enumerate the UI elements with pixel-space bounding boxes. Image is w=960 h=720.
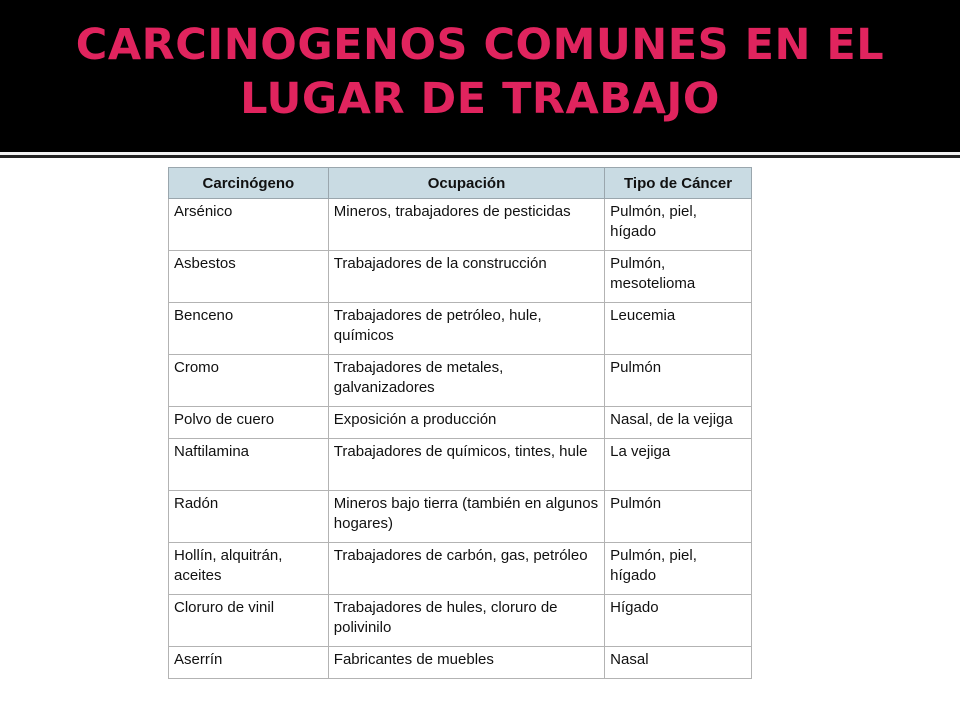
cell-cancer-type: Pulmón [605,491,752,543]
table-header-row [169,168,752,199]
table-row [169,199,752,251]
cell-occupation: Mineros, trabajadores de pesticidas [328,199,604,251]
header-carcinogen: Carcinógeno [169,168,329,199]
carcinogens-table-container [168,167,752,679]
slide-title [0,18,960,126]
cell-carcinogen: Aserrín [169,647,329,679]
cell-carcinogen: Arsénico [169,199,329,251]
cell-cancer-type: Nasal, de la vejiga [605,407,752,439]
cell-occupation: Trabajadores de químicos, tintes, hule [328,439,604,491]
title-bar [0,0,960,152]
cell-carcinogen: Benceno [169,303,329,355]
table-row [169,491,752,543]
cell-carcinogen: Cromo [169,355,329,407]
cell-cancer-type: Pulmón, piel, hígado [605,199,752,251]
cell-cancer-type: Pulmón, piel, hígado [605,543,752,595]
cell-occupation: Trabajadores de petróleo, hule, químicos [328,303,604,355]
cell-occupation: Exposición a producción [328,407,604,439]
slide-title-line-2: LUGAR DE TRABAJO [240,74,720,124]
table-row [169,407,752,439]
cell-occupation: Trabajadores de la construcción [328,251,604,303]
header-cancer-type: Tipo de Cáncer [605,168,752,199]
cell-occupation: Mineros bajo tierra (también en algunos hogares) [328,491,604,543]
cell-occupation: Trabajadores de carbón, gas, petróleo [328,543,604,595]
table-row [169,303,752,355]
cell-cancer-type: Pulmón, mesotelioma [605,251,752,303]
cell-carcinogen: Naftilamina [169,439,329,491]
table-row [169,439,752,491]
cell-occupation: Fabricantes de muebles [328,647,604,679]
cell-carcinogen: Cloruro de vinil [169,595,329,647]
cell-carcinogen: Hollín, alquitrán, aceites [169,543,329,595]
cell-carcinogen: Radón [169,491,329,543]
table-row [169,647,752,679]
slide-title-line-1: CARCINOGENOS COMUNES EN EL [75,20,885,70]
cell-occupation: Trabajadores de hules, cloruro de polivinilo [328,595,604,647]
cell-cancer-type: Pulmón [605,355,752,407]
table-row [169,251,752,303]
cell-carcinogen: Asbestos [169,251,329,303]
cell-cancer-type: Leucemia [605,303,752,355]
table-row [169,595,752,647]
carcinogens-table [168,167,752,679]
table-row [169,543,752,595]
cell-carcinogen: Polvo de cuero [169,407,329,439]
cell-cancer-type: Hígado [605,595,752,647]
header-occupation: Ocupación [328,168,604,199]
cell-occupation: Trabajadores de metales, galvanizadores [328,355,604,407]
table-row [169,355,752,407]
cell-cancer-type: Nasal [605,647,752,679]
cell-cancer-type: La vejiga [605,439,752,491]
